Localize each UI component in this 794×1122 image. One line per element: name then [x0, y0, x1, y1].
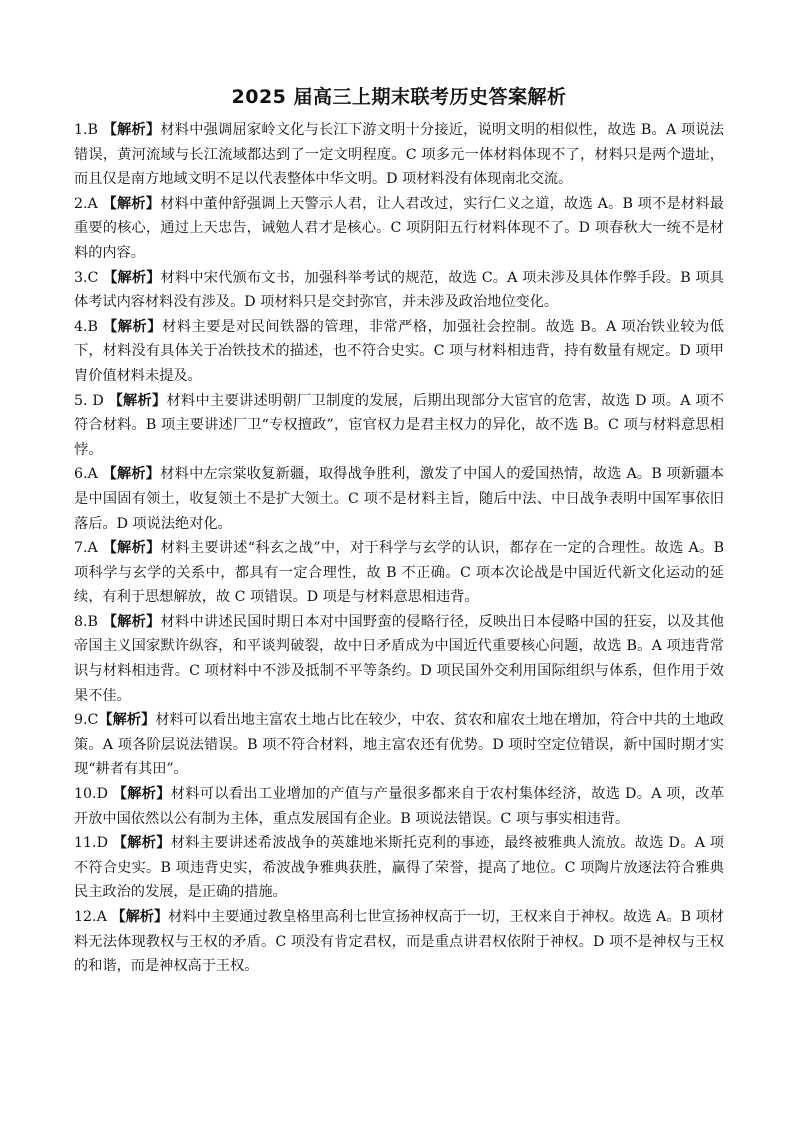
analysis-text: 材料主要讲述“科玄之战”中，对于科学与玄学的认识，都存在一定的合理性。故选 A。B 项科学与玄学的关系中，都具有一定合理性，故 B 不正确。C 项本次论战是中国近代新文化运动的延续，有利于思想解放，故 C 项错误。D 项是与材料意思相违背。: [74, 540, 724, 606]
analysis-tag: 【解析】: [111, 909, 169, 925]
answer-item: [74, 905, 724, 979]
analysis-tag: 【解析】: [102, 613, 161, 630]
analysis-text: 材料主要是对民间铁器的管理，非常严格，加强社会控制。故选 B。A 项冶铁业较为低下，材料没有具体关于冶铁技术的描述，也不符合史实。C 项与材料相违背，持有数量有规定。D 项甲胄价值材料未提及。: [74, 318, 724, 384]
answer-item: [74, 831, 724, 905]
analysis-tag: 【解析】: [102, 466, 161, 483]
analysis-text: 材料中董仲舒强调上天警示人君，让人君改过，实行仁义之道，故选 A。B 项不是材料最重要的核心，通过上天忠告，诫勉人君才是核心。C 项阴阳五行材料体现不了。D 项春秋大一统不是材料的内容。: [74, 195, 724, 261]
analysis-text: 材料中强调屈家岭文化与长江下游文明十分接近，说明文明的相似性，故选 B。A 项说法错误，黄河流域与长江流域都达到了一定文明程度。C 项多元一体材料体现不了，材料只是两个遗址，而且仅是南方地域文明不足以代表整体中华文明。D 项材料没有体现南北交流。: [74, 122, 724, 188]
answer-item: [74, 118, 724, 192]
analysis-text: 材料可以看出工业增加的产值与产量很多都来自于农村集体经济，故选 D。A 项，改革开放中国依然以公有制为主体，重点发展国有企业。B 项说法错误。C 项与事实相违背。: [74, 786, 724, 827]
answer-number: 4.B: [74, 318, 98, 335]
answer-item: [74, 192, 724, 266]
answer-number: 10.D: [74, 786, 108, 803]
analysis-tag: 【解析】: [112, 786, 171, 803]
answer-number: 2.A: [74, 195, 98, 212]
analysis-tag: 【解析】: [108, 392, 167, 409]
analysis-tag: 【解析】: [98, 712, 156, 729]
answer-item: [74, 462, 724, 536]
analysis-text: 材料中宋代颁布文书，加强科举考试的规范，故选 C。A 项未涉及具体作弊手段。B 项具体考试内容材料没有涉及。D 项材料只是交封弥官，并未涉及政治地位变化。: [74, 269, 724, 311]
analysis-tag: 【解析】: [102, 122, 161, 138]
answer-number: 1.B: [74, 122, 98, 138]
analysis-text: 材料主要讲述希波战争的英雄地米斯托克利的事迹，最终被雅典人流放。故选 D。A 项不符合史实。B 项违背史实，希波战争雅典获胜，赢得了荣誉，提高了地位。C 项陶片放逐法符合雅典民主政治的发展，是正确的措施。: [74, 835, 724, 901]
answer-document: [74, 84, 724, 979]
analysis-text: 材料中主要通过教皇格里高利七世宣扬神权高于一切，王权来自于神权。故选 A。B 项材料无法体现教权与王权的矛盾。C 项没有肯定君权，而是重点讲君权依附于神权。D 项不是神权与王权的和谐，而是神权高于王权。: [74, 909, 724, 975]
answer-number: 6.A: [74, 466, 98, 483]
analysis-tag: 【解析】: [103, 318, 163, 335]
answer-item: [74, 266, 724, 315]
answer-number: 8.B: [74, 613, 98, 630]
analysis-text: 材料中左宗棠收复新疆，取得战争胜利，激发了中国人的爱国热情，故选 A。B 项新疆本是中国固有领土，收复领土不是扩大领土。C 项不是材料主旨，随后中法、中日战争表明中国军事依旧落后。D 项说法绝对化。: [74, 466, 724, 532]
answer-number: 9.C: [74, 712, 99, 729]
answer-item: [74, 315, 724, 389]
answer-number: 12.A: [74, 909, 107, 925]
answer-item: [74, 782, 724, 831]
answer-number: 5. D: [74, 392, 104, 409]
analysis-tag: 【解析】: [112, 835, 171, 852]
analysis-tag: 【解析】: [102, 540, 161, 557]
analysis-text: 材料中讲述民国时期日本对中国野蛮的侵略行径，反映出日本侵略中国的狂妄，以及其他帝国主义国家默许纵容，和平谈判破裂，故中日矛盾成为中国近代重要核心问题，故选 B。A 项违背常识与材料相违背。C 项材料中不涉及抵制不平等条约。D 项民国外交利用国际组织与体系，但作用于效果不佳。: [74, 613, 724, 704]
analysis-tag: 【解析】: [103, 269, 161, 286]
answer-item: [74, 610, 724, 708]
answer-item: [74, 389, 724, 463]
answer-item: [74, 708, 724, 782]
answer-number: 3.C: [74, 269, 99, 286]
analysis-text: 材料中主要讲述明朝厂卫制度的发展，后期出现部分大宦官的危害，故选 D 项。A 项不符合材料。B 项主要讲述厂卫“专权擅政”，宦官权力是君主权力的异化，故不选 B。C 项与材料意思相悖。: [74, 392, 724, 458]
analysis-tag: 【解析】: [102, 195, 161, 212]
answer-item: [74, 536, 724, 610]
answer-number: 11.D: [74, 835, 108, 852]
answer-number: 7.A: [74, 540, 98, 557]
page-title: 2025 届高三上期末联考历史答案解析: [231, 86, 567, 108]
analysis-text: 材料可以看出地主富农土地占比在较少，中农、贫农和雇农土地在增加，符合中共的土地政策。A 项各阶层说法错误。B 项不符合材料，地主富农还有优势。D 项时空定位错误，新中国时期才实现“耕者有其田”。: [74, 712, 724, 778]
